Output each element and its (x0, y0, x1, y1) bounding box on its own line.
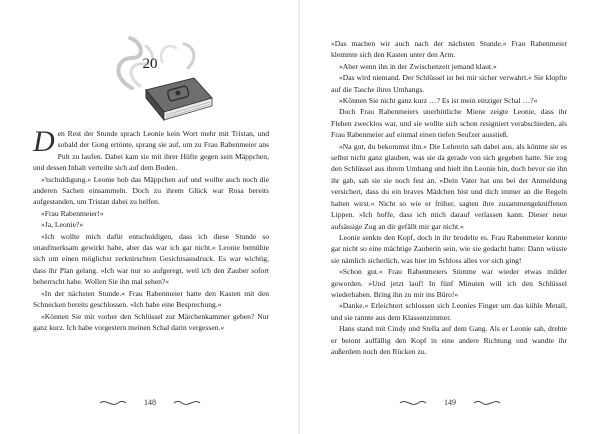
left-page-text (33, 125, 269, 333)
ornament-swirl-icon (98, 397, 128, 409)
right-page-text (331, 38, 567, 357)
left-page-folio (0, 396, 300, 410)
ornament-swirl-icon (172, 397, 202, 409)
drop-cap: D (33, 125, 55, 158)
paragraph: »Ja, Leonie?« (41, 220, 84, 230)
paragraph: »Ich wollte mich dafür entschuldigen, dass ich diese Stunde so unaufmerksam gewirkt habe, aber das war ich gar nicht.« Leonie bemühte sich um einen möglichst zerknirschten Gesichtsausdruck. Es war wichtig, dass ihr Plan gelang. »Ich war nur so aufgeregt, weil ich den Zauber sofort beherrscht habe. Wollen Sie ihn mal sehen?« (33, 231, 269, 287)
page-number: 148 (144, 398, 156, 407)
paragraph: »Frau Rabenmeier!« (41, 208, 104, 218)
ornament-swirl-icon (472, 397, 502, 409)
paragraph: »Na gut, du bekommst ihn.« Die Lehrerin sah dabei aus, als könnte sie es selbst nicht ganz glauben, was sie da gerade von sich gegeben hatte. Sie zog den Schlüssel aus ihrem Umhang und hielt ihn Leonie hin, doch bevor sie ihn ihr gab, sah sie sie noch fest an. »Dein Vater hat uns bei der Anmeldung versichert, dass du ein braves Mädchen bist und dich immer an die Regeln halten wirst.« Nicht so wie er früher, sagten ihre zusammengekniffenen Lippen. »Ich hoffe, dass ich mich darauf verlassen kann. Dieser neue aufsässige Zug an dir gefällt mir gar nicht.« (331, 141, 567, 231)
right-page (300, 0, 600, 434)
right-page-folio (300, 396, 600, 410)
spellbook-illustration (102, 28, 222, 126)
paragraph: »Können Sie mir vorher den Schlüssel zur Märchenkammer geben? Nur ganz kurz. Ich habe vorgestern meinen Schal darin vergessen.« (33, 311, 269, 332)
paragraph: »Können Sie nicht ganz kurz …? Es ist mein einziger Schal …?« (339, 96, 538, 106)
page-number: 149 (444, 398, 456, 407)
paragraph: »In der nächsten Stunde.« Frau Rabenmeier hatte den Kasten mit den Schnecken bereits geschlossen. »Ich habe eine Besprechung.« (33, 288, 269, 310)
chapter-number: 20 (142, 56, 158, 72)
paragraph: »Aber wenn ihn in der Zwischenzeit jemand klaut.« (339, 61, 497, 71)
paragraph: Den Rest der Stunde sprach Leonie kein Wort mehr mit Tristan, und sobald der Gong ertönte, sprang sie auf, um zu Frau Rabenmeier ans Pult zu laufen. Dabei kam sie mit ihrer Hüfte gegen sein Mäppchen, und dessen Inhalt verteilte sich auf dem Boden. (33, 125, 269, 173)
paragraph: Hans stand mit Cindy und Stella auf dem Gang. Als er Leonie sah, drehte er betont auffällig den Kopf in eine andere Richtung und wandte ihr außerdem noch den Rücken zu. (331, 324, 567, 356)
paragraph: »Schon gut.« Frau Rabenmeiers Stimme war wieder etwas milder geworden. »Und jetzt lauf! In fünf Minuten will ich den Schlüssel wiederhaben. Bring ihn zu mir ins Büro!« (331, 267, 567, 299)
paragraph: »Danke.« Erleichtert schlossen sich Leonies Finger um das kühle Metall, und sie rannte aus dem Klassenzimmer. (331, 301, 567, 322)
ornament-swirl-icon (398, 397, 428, 409)
paragraph: Doch Frau Rabenmeiers unerbittliche Miene zeigte Leonie, dass ihr Flehen zwecklos war, und sie wollte sich schon resigniert verabschieden, als Frau Rabenmeier auf einmal einen tiefen Seufzer ausstieß. (331, 107, 567, 140)
paragraph: »Das wird niemand. Der Schlüssel ist bei mir sicher verwahrt.« Sie klopfte auf die Tasche ihres Umhangs. (331, 73, 567, 94)
paragraph: »Das machen wir auch nach der nächsten Stunde.« Frau Rabenmeier klemmte sich den Kasten unter den Arm. (331, 39, 567, 60)
paragraph: »'tschuldigung.« Leonie hob das Mäppchen auf und wollte auch noch die anderen Sachen einsammeln. Doch zu ihrem Glück war Rosa bereits aufgestanden, um Tristan dabei zu helfen. (33, 174, 269, 207)
paragraph: Leonie senkte den Kopf, doch in ihr brodelte es. Frau Rabenmeier konnte gar nicht so eine mächtige Zauberin sein, wie sie gedacht hatte: Dann wüsste sie nämlich sicherlich, was hier im Schloss alles vor sich ging! (331, 232, 567, 265)
